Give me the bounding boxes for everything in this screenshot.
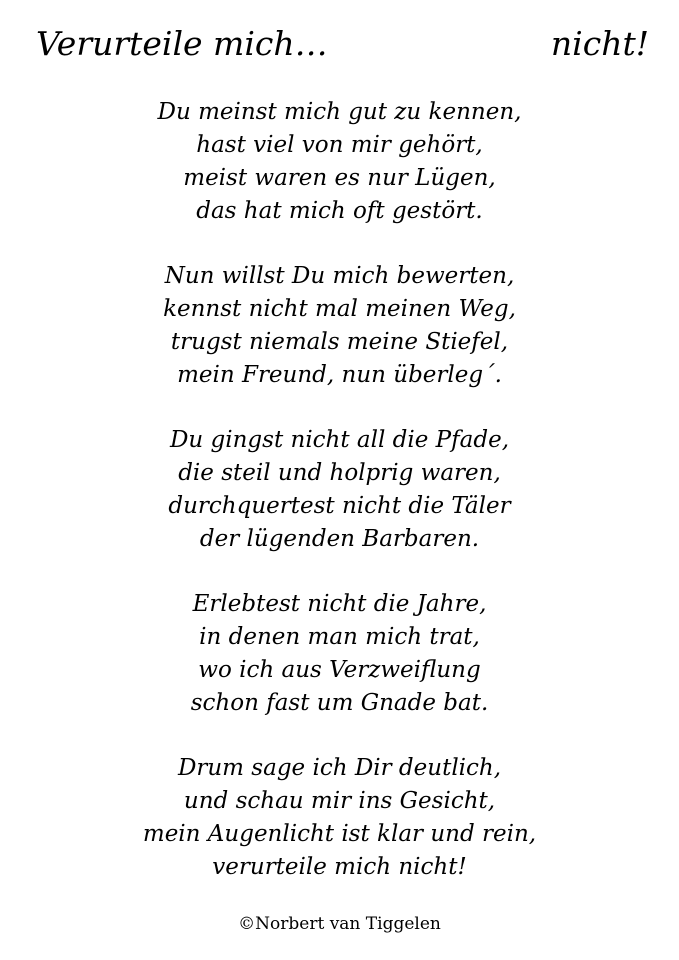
- poem-line: der lügenden Barbaren.: [199, 526, 480, 552]
- poem-title-left: Verurteile mich…: [36, 24, 328, 63]
- poem-line: mein Freund, nun überleg´.: [177, 362, 502, 388]
- poem-line: die steil und holprig waren,: [178, 460, 501, 486]
- poem-line: in denen man mich trat,: [199, 624, 480, 650]
- poem-line: Du meinst mich gut zu kennen,: [157, 99, 522, 125]
- poem-line: meist waren es nur Lügen,: [183, 165, 496, 191]
- poem-line: Erlebtest nicht die Jahre,: [192, 591, 487, 617]
- poem-title: [36, 22, 649, 66]
- poem-title-right: nicht!: [550, 24, 649, 63]
- stanza: [0, 260, 679, 392]
- poem-line: wo ich aus Verzweiflung: [198, 657, 481, 683]
- poem-line: durchquertest nicht die Täler: [168, 493, 511, 519]
- poem-line: hast viel von mir gehört,: [196, 132, 483, 158]
- poem-line: schon fast um Gnade bat.: [190, 690, 489, 716]
- stanza: [0, 588, 679, 720]
- poem-line: das hat mich oft gestört.: [196, 198, 483, 224]
- poem-line: kennst nicht mal meinen Weg,: [163, 296, 516, 322]
- poem-line: verurteile mich nicht!: [212, 854, 467, 880]
- poem-line: trugst niemals meine Stiefel,: [170, 329, 509, 355]
- poem-line: und schau mir ins Gesicht,: [183, 788, 496, 814]
- poem-line: mein Augenlicht ist klar und rein,: [142, 821, 537, 847]
- poem-body: [0, 96, 679, 916]
- stanza: [0, 424, 679, 556]
- poem-line: Nun willst Du mich bewerten,: [164, 263, 515, 289]
- author-credit: ©Norbert van Tiggelen: [238, 914, 441, 934]
- poem-line: Drum sage ich Dir deutlich,: [177, 755, 502, 781]
- stanza: [0, 96, 679, 228]
- stanza: [0, 752, 679, 884]
- poem-line: Du gingst nicht all die Pfade,: [169, 427, 510, 453]
